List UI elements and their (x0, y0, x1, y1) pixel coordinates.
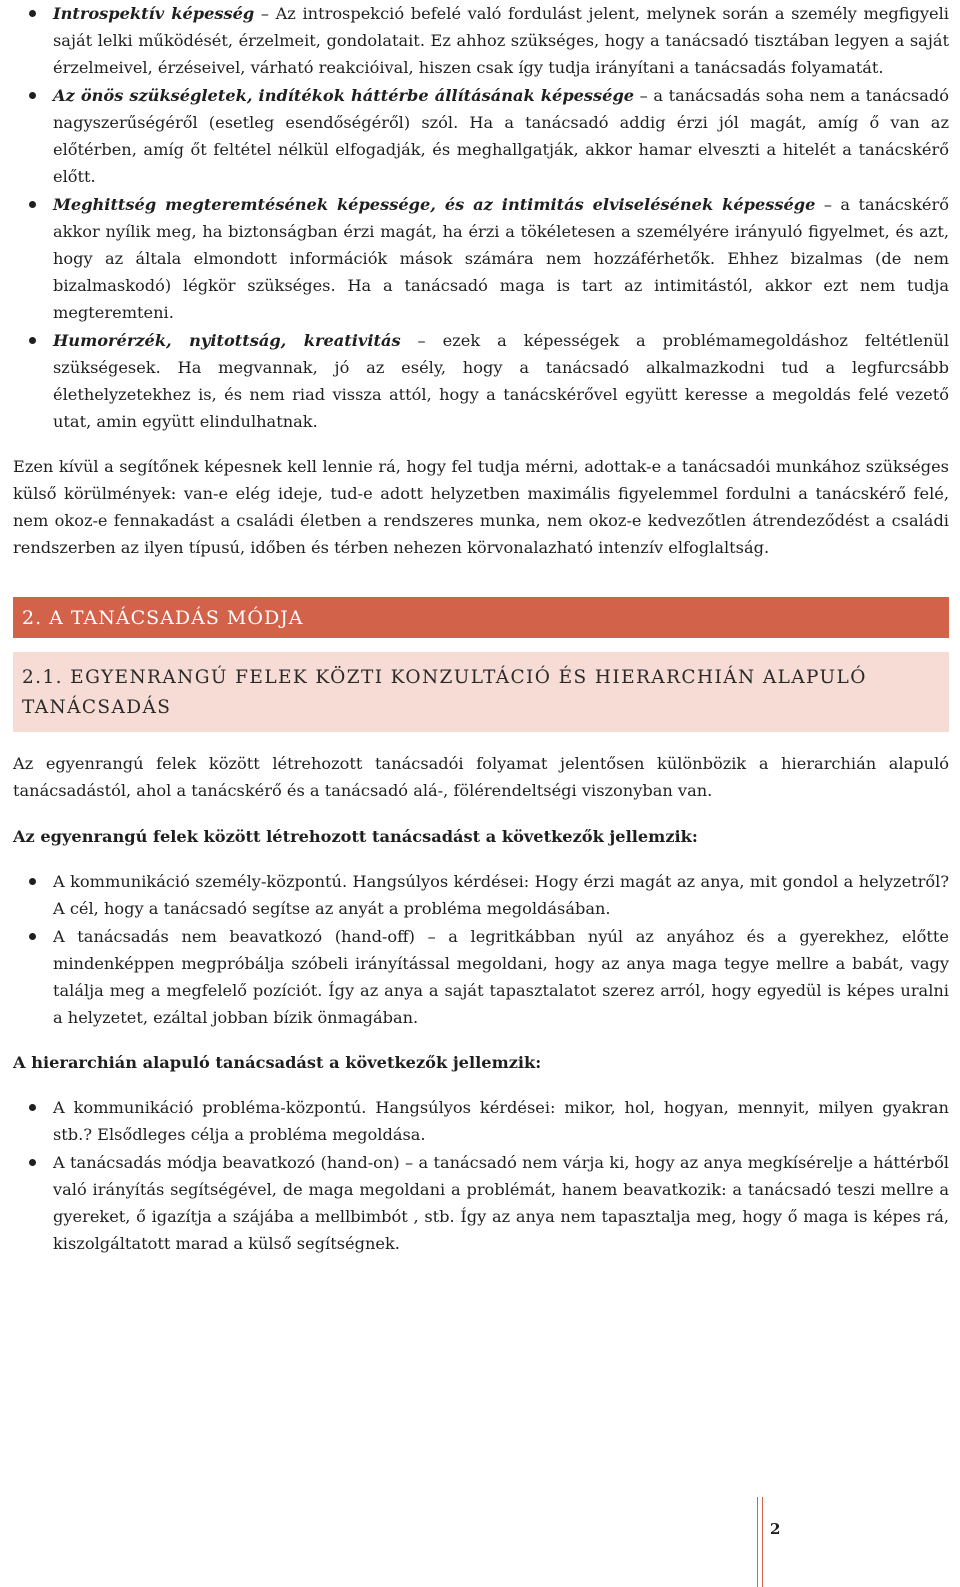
list-item (13, 923, 949, 1031)
list-item (13, 1094, 949, 1148)
item-text: A tanácsadás nem beavatkozó (hand-off) – a legritkábban nyúl az anyához és a gyerekhez, előtte mindenképpen megpróbálja szóbeli irányítással megoldani, hogy az anya maga tegye mellre a babát, vagy találja meg a megfelelő pozíciót. Így az anya a saját tapasztalatot szerez arról, hogy egyedül is képes uralni a helyzetet, ezáltal jobban bízik önmagában. (53, 927, 949, 1027)
bullet-dot-icon (29, 10, 36, 17)
item-term: Meghittség megteremtésének képessége, és az intimitás elviselésének képessége (53, 195, 816, 214)
hierarchical-heading: A hierarchián alapuló tanácsadást a következők jellemzik: (13, 1053, 542, 1072)
hierarchical-list (13, 1094, 949, 1257)
list-item (13, 868, 949, 922)
item-text: A kommunikáció személy-központú. Hangsúlyos kérdései: Hogy érzi magát az anya, mit gondol a helyzetről? A cél, hogy a tanácsadó segítse az anyát a probléma megoldásában. (53, 872, 949, 918)
item-text: – ezek a képességek a problémamegoldáshoz feltétlenül szükségesek. Ha megvannak, jó az esély, hogy a tanácsadó alkalmazkodni tud a legfurcsább élethelyzetekhez is, és nem riad vissza attól, hogy a tanácskérővel együtt keresse a megoldás felé vezető utat, amin együtt elindulhatnak. (53, 331, 949, 431)
intro-paragraph: Az egyenrangú felek között létrehozott tanácsadói folyamat jelentősen különbözik a hierarchián alapuló tanácsadástól, ahol a tanácskérő és a tanácsadó alá-, fölérendeltségi viszonyban van. (13, 754, 949, 800)
item-text: – a tanácsadás soha nem a tanácsadó nagyszerűségéről (esetleg esendőségéről) szól. Ha a tanácsadó addig érzi jól magát, amíg ő van az előtérben, amíg őt feltétel nélkül elfogadják, és meghallgatják, akkor hamar elveszti a hitelét a tanácskérő előtt. (53, 86, 949, 186)
bullet-dot-icon (29, 1159, 36, 1166)
document-page (13, 0, 949, 1258)
list-item (13, 191, 949, 326)
qualities-list (13, 0, 949, 435)
item-term: Humorérzék, nyitottság, kreativitás (53, 331, 401, 350)
subsection-heading: 2.1. EGYENRANGÚ FELEK KÖZTI KONZULTÁCIÓ ÉS HIERARCHIÁN ALAPULÓ TANÁCSADÁS (13, 652, 949, 732)
list-item (13, 1149, 949, 1257)
list-item (13, 327, 949, 435)
item-term: Introspektív képesség (53, 4, 255, 23)
bullet-dot-icon (29, 933, 36, 940)
list-item (13, 82, 949, 190)
section-heading: 2. A TANÁCSADÁS MÓDJA (13, 597, 949, 638)
bullet-dot-icon (29, 92, 36, 99)
bullet-dot-icon (29, 878, 36, 885)
footer-divider (757, 1497, 763, 1587)
bullet-dot-icon (29, 337, 36, 344)
bullet-dot-icon (29, 1104, 36, 1111)
item-text: – a tanácskérő akkor nyílik meg, ha biztonságban érzi magát, ha érzi a tökéletesen a személyére irányuló figyelmet, és azt, hogy az általa elmondott információk mások számára nem hozzáférhetők. Ehhez bizalmas (de nem bizalmaskodó) légkör szükséges. Ha a tanácsadó maga is tart az intimitástól, akkor ezt nem tudja megteremteni. (53, 195, 949, 322)
list-item (13, 0, 949, 81)
bullet-dot-icon (29, 201, 36, 208)
item-text: A tanácsadás módja beavatkozó (hand-on) – a tanácsadó nem várja ki, hogy az anya megkísérelje a háttérből való irányítás segítségével, de maga megoldani a problémát, hanem beavatkozik: a tanácsadó teszi mellre a gyereket, ő igazítja a szájába a mellbimbót , stb. Így az anya nem tapasztalja meg, hogy ő maga is képes rá, kiszolgáltatott marad a külső segítségnek. (53, 1153, 949, 1253)
equal-consultation-heading: Az egyenrangú felek között létrehozott tanácsadást a következők jellemzik: (13, 827, 698, 846)
circumstances-paragraph: Ezen kívül a segítőnek képesnek kell lennie rá, hogy fel tudja mérni, adottak-e a tanácsadói munkához szükséges külső körülmények: van-e elég ideje, tud-e adott helyzetben maximális figyelemmel fordulni a tanácskérő felé, nem okoz-e fennakadást a családi életben a rendszeres munka, nem okoz-e kedvezőtlen átrendeződést a családi rendszerben az ilyen típusú, időben és térben nehezen körvonalazható intenzív elfoglaltság. (13, 457, 949, 557)
item-text: A kommunikáció probléma-központú. Hangsúlyos kérdései: mikor, hol, hogyan, mennyit, milyen gyakran stb.? Elsődleges célja a probléma megoldása. (53, 1098, 949, 1144)
item-term: Az önös szükségletek, indítékok háttérbe állításának képessége (53, 86, 635, 105)
item-text: – Az introspekció befelé való fordulást jelent, melynek során a személy megfigyeli saját lelki működését, érzelmeit, gondolatait. Ez ahhoz szükséges, hogy a tanácsadó tisztában legyen a saját érzelmeivel, érzéseivel, várható reakcióival, hiszen csak így tudja irányítani a tanácsadás folyamatát. (53, 4, 949, 77)
page-number: 2 (770, 1520, 781, 1538)
equal-consultation-list (13, 868, 949, 1031)
